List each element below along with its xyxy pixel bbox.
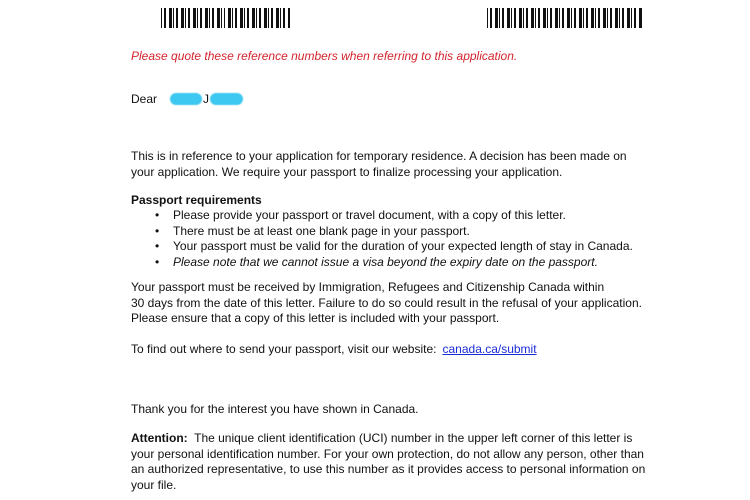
barcode-bar	[535, 8, 536, 28]
barcode-left	[161, 8, 291, 28]
barcode-bar	[490, 8, 492, 28]
barcode-bar	[603, 8, 606, 28]
attention-paragraph	[131, 431, 671, 493]
requirement-text: There must be at least one blank page in your passport.	[173, 223, 470, 238]
barcode-bar	[499, 8, 500, 28]
attention-line: your file.	[131, 477, 177, 492]
barcode-bar	[197, 8, 198, 28]
barcode-bar	[188, 8, 190, 28]
barcode-bar	[559, 8, 560, 28]
barcode-bar	[634, 8, 636, 28]
barcode-bar	[161, 8, 162, 28]
barcode-bar	[519, 8, 522, 28]
barcode-bar	[627, 8, 630, 28]
requirement-text: Please provide your passport or travel document, with a copy of this letter.	[173, 208, 566, 222]
barcode-bar	[288, 8, 290, 28]
list-item	[155, 255, 715, 271]
barcode-bar	[591, 8, 594, 28]
barcode-bar	[268, 8, 269, 28]
list-item	[155, 208, 715, 224]
barcode-bar	[579, 8, 582, 28]
barcode-bar	[221, 8, 222, 28]
barcode-bar	[271, 8, 273, 28]
requirements-list	[155, 208, 715, 270]
barcode-bar	[615, 8, 618, 28]
barcode-right	[487, 8, 643, 28]
submit-text: To find out where to send your passport, visit our website:	[131, 342, 437, 356]
attention-line: The unique client identification (UCI) number in the upper left corner of this letter is	[194, 431, 633, 445]
attention-line: an authorized representative, to use this number as it provides access to personal information on	[131, 462, 646, 476]
barcode-bar	[583, 8, 584, 28]
bullet-icon: •	[155, 223, 160, 238]
intro-paragraph	[131, 149, 691, 180]
barcode-bar	[550, 8, 552, 28]
submit-link[interactable]: canada.ca/submit	[442, 342, 537, 356]
barcode-bar	[567, 8, 570, 28]
barcode-bar	[240, 8, 243, 28]
barcode-bar	[622, 8, 624, 28]
requirements-title: Passport requirements	[131, 193, 262, 207]
barcode-bar	[631, 8, 632, 28]
barcode-bar	[610, 8, 612, 28]
barcode-bar	[507, 8, 510, 28]
bullet-icon: •	[155, 254, 160, 269]
barcode-bar	[523, 8, 524, 28]
barcode-bar	[164, 8, 166, 28]
deadline-line: Your passport must be received by Immigration, Refugees and Citizenship Canada within	[131, 280, 605, 294]
barcode-bar	[232, 8, 233, 28]
barcode-bar	[495, 8, 498, 28]
barcode-bar	[598, 8, 600, 28]
barcode-bar	[259, 8, 261, 28]
barcode-bar	[217, 8, 220, 28]
redaction-mark	[210, 93, 243, 105]
barcode-bar	[205, 8, 208, 28]
barcode-bar	[514, 8, 516, 28]
submit-paragraph	[131, 342, 691, 358]
requirement-text: Your passport must be valid for the duration of your expected length of stay in Canada.	[173, 239, 633, 253]
deadline-line: 30 days from the date of this letter. Failure to do so could result in the refusal of your application.	[131, 295, 642, 310]
barcode-bar	[169, 8, 172, 28]
barcode-bar	[247, 8, 249, 28]
barcode-bar	[538, 8, 540, 28]
barcode-bar	[224, 8, 226, 28]
barcode-bar	[574, 8, 576, 28]
barcode-bar	[595, 8, 596, 28]
list-item	[155, 239, 715, 255]
barcode-bar	[586, 8, 588, 28]
salutation-initial: J	[203, 92, 209, 106]
attention-line: your personal identification number. For your own protection, do not allow any person, other than	[131, 446, 644, 461]
barcode-bar	[252, 8, 255, 28]
barcode-bar	[487, 8, 488, 28]
thanks-paragraph: Thank you for the interest you have shown in Canada.	[131, 402, 419, 416]
deadline-paragraph	[131, 280, 691, 327]
barcode-bar	[173, 8, 174, 28]
barcode-bar	[193, 8, 196, 28]
barcode-bar	[181, 8, 184, 28]
barcode-bar	[555, 8, 558, 28]
barcode-bar	[502, 8, 504, 28]
barcode-bar	[276, 8, 279, 28]
barcode-bar	[235, 8, 237, 28]
barcode-bar	[526, 8, 528, 28]
barcode-bar	[531, 8, 534, 28]
list-item	[155, 224, 715, 240]
attention-label: Attention:	[131, 431, 188, 445]
barcode-bar	[185, 8, 186, 28]
barcode-bar	[212, 8, 214, 28]
barcode-bar	[200, 8, 202, 28]
barcode-bar	[543, 8, 546, 28]
deadline-line: Please ensure that a copy of this letter is included with your passport.	[131, 311, 500, 325]
barcode-bar	[562, 8, 564, 28]
bullet-icon: •	[155, 208, 160, 222]
intro-line: This is in reference to your application for temporary residence. A decision has been made on	[131, 149, 627, 163]
barcode-bar	[228, 8, 231, 28]
barcode-bar	[256, 8, 257, 28]
barcode-bar	[283, 8, 285, 28]
barcode-bar	[209, 8, 210, 28]
salutation-dear: Dear	[131, 92, 158, 106]
barcode-bar	[280, 8, 281, 28]
bullet-icon: •	[155, 239, 160, 253]
barcode-bar	[639, 8, 642, 28]
barcode-bar	[176, 8, 178, 28]
barcode-bar	[244, 8, 245, 28]
requirement-text: Please note that we cannot issue a visa beyond the expiry date on the passport.	[173, 254, 598, 269]
intro-line: your application. We require your passport to finalize processing your application.	[131, 164, 563, 179]
barcode-bar	[264, 8, 267, 28]
barcode-bar	[619, 8, 620, 28]
barcode-bar	[511, 8, 512, 28]
reference-notice: Please quote these reference numbers when referring to this application.	[131, 49, 518, 63]
barcode-bar	[607, 8, 608, 28]
barcode-bar	[547, 8, 548, 28]
barcode-bar	[571, 8, 572, 28]
redaction-mark	[170, 93, 202, 105]
